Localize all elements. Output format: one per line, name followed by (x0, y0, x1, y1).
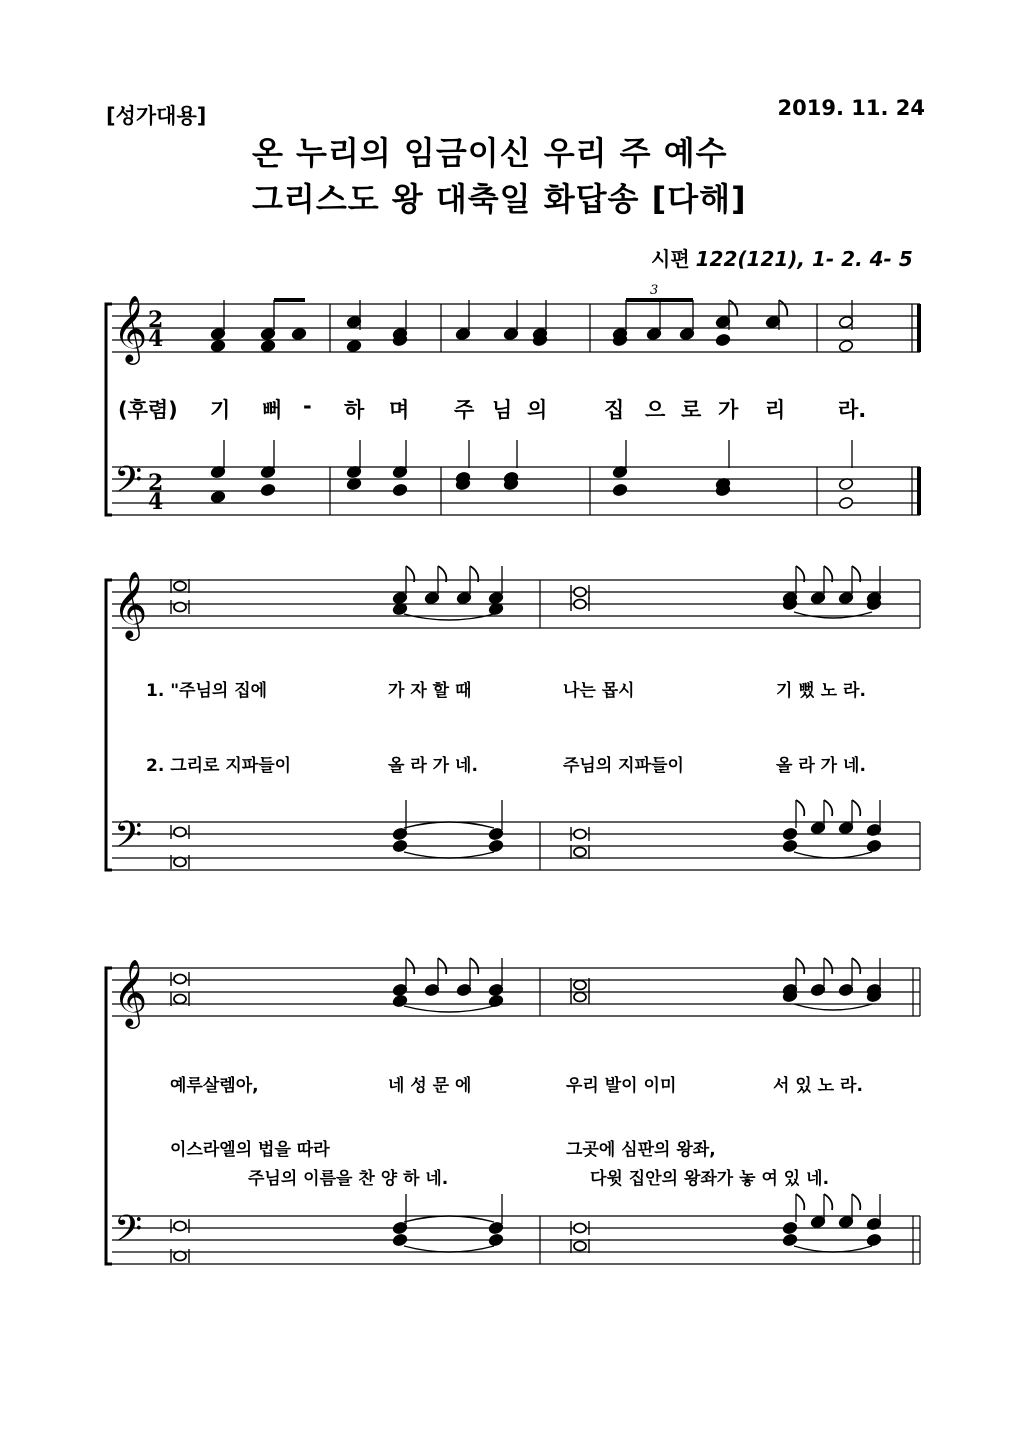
title-line-2: 그리스도 왕 대축일 화답송 [다해] (252, 180, 747, 218)
breve-note (574, 981, 586, 990)
treble-clef: 𝄞 (113, 294, 148, 362)
note-head (838, 496, 853, 509)
verse2-text-b-cont: 다윗 집안의 왕좌가 놓 여 있 네. (590, 1169, 830, 1189)
verse1-text: 기 뻤 노 라. (776, 681, 866, 701)
bass-clef: 𝄢 (114, 814, 143, 865)
note-flag (796, 800, 804, 816)
refrain-syllable: 하 (344, 398, 365, 422)
refrain-syllable: 로 (681, 398, 702, 422)
note-head (782, 1221, 797, 1234)
note-head (838, 339, 853, 352)
tie (404, 1246, 494, 1252)
breve-note (574, 1242, 586, 1251)
refrain-syllable: 으 (645, 398, 666, 422)
title-line-1: 온 누리의 임금이신 우리 주 예수 (252, 134, 728, 172)
time-signature-treble-top: 2 (148, 307, 164, 333)
note-head (260, 483, 275, 496)
refrain-syllable: 집 (604, 398, 625, 422)
note-flag (852, 958, 860, 974)
note-flag (796, 958, 804, 974)
note-flag (796, 1194, 804, 1210)
breve-note (174, 858, 186, 867)
choir-tag: [성가대용] (106, 104, 207, 128)
verse2-text: 올 라 가 네. (388, 756, 478, 776)
verse1-text-b: 네 성 문 에 (388, 1076, 472, 1096)
note-head (866, 839, 881, 852)
note-head (291, 327, 306, 340)
refrain-label: (후렴) (118, 398, 178, 422)
breve-note (174, 995, 186, 1004)
note-flag (729, 300, 737, 316)
note-head (260, 339, 275, 352)
note-flag (824, 958, 832, 974)
time-signature-bass-top: 2 (148, 470, 164, 496)
note-flag (470, 958, 478, 974)
system-bracket (106, 304, 112, 515)
verse2-text: 올 라 가 네. (776, 756, 866, 776)
breve-note (574, 830, 586, 839)
treble-clef: 𝄞 (113, 570, 148, 638)
note-flag (852, 800, 860, 816)
note-head (782, 827, 797, 840)
note-head (715, 333, 730, 346)
tie (794, 1004, 872, 1010)
verse1-text-b: 서 있 노 라. (773, 1076, 863, 1096)
tie (404, 614, 494, 620)
tie (404, 852, 494, 858)
tie (404, 822, 494, 828)
breve-note (574, 588, 586, 597)
tie (794, 612, 872, 618)
note-flag (779, 300, 787, 316)
refrain-syllable: - (303, 394, 312, 418)
verse1-text: 1. "주님의 집에 (146, 681, 268, 701)
bass-clef: 𝄢 (114, 1208, 143, 1259)
verse1-text-b: 우리 발이 이미 (566, 1076, 677, 1096)
note-head (210, 339, 225, 352)
breve-note (174, 603, 186, 612)
refrain-syllable: 뻐 (262, 398, 283, 422)
verse2-text: 주님의 지파들이 (563, 756, 684, 776)
verse2-text-b-cont: 주님의 이름을 찬 양 하 네. (248, 1169, 449, 1189)
note-head (782, 1233, 797, 1246)
note-flag (824, 800, 832, 816)
tie (404, 1006, 494, 1012)
note-head (866, 1233, 881, 1246)
triplet-mark: 3 (650, 283, 659, 298)
verse1-text-b: 예루살렘아, (170, 1076, 259, 1096)
breve-note (574, 1224, 586, 1233)
note-head (392, 1233, 407, 1246)
breve-note (574, 848, 586, 857)
refrain-syllable: 주 (454, 398, 475, 422)
breve-note (574, 993, 586, 1002)
verse2-text-b: 이스라엘의 법을 따라 (170, 1140, 330, 1160)
system-bracket (106, 580, 112, 870)
breve-note (574, 600, 586, 609)
verse1-text: 나는 몹시 (563, 681, 635, 701)
note-head (346, 339, 361, 352)
tie (404, 1216, 494, 1222)
bass-clef: 𝄢 (114, 459, 143, 510)
note-flag (852, 1194, 860, 1210)
note-head (210, 490, 225, 503)
refrain-syllable: 가 (718, 398, 739, 422)
note-head (488, 994, 503, 1007)
breve-note (174, 975, 186, 984)
time-signature-treble-bottom: 4 (148, 326, 164, 352)
breve-note (174, 1252, 186, 1261)
note-flag (406, 958, 414, 974)
psalm-label: 시편 (651, 247, 690, 271)
psalm-ref: 122(121), 1- 2. 4- 5 (695, 247, 913, 271)
refrain-syllable: 리 (765, 398, 786, 422)
refrain-syllable: 님 (492, 398, 513, 422)
breve-note (174, 582, 186, 591)
breve-note (174, 1222, 186, 1231)
date: 2019. 11. 24 (777, 96, 925, 120)
verse2-text-b: 그곳에 심판의 왕좌, (566, 1140, 716, 1160)
note-head (488, 1233, 503, 1246)
note-head (392, 483, 407, 496)
note-head (782, 839, 797, 852)
note-flag (438, 958, 446, 974)
tie (794, 1246, 872, 1252)
refrain-syllable: 며 (389, 398, 410, 422)
note-head (392, 839, 407, 852)
note-head (612, 483, 627, 496)
breve-note (174, 828, 186, 837)
refrain-syllable: 기 (210, 398, 231, 422)
time-signature-bass-bottom: 4 (148, 489, 164, 515)
refrain-syllable: 라. (838, 398, 867, 422)
verse1-text: 가 자 할 때 (388, 681, 472, 701)
verse2-text: 2. 그리로 지파들이 (146, 756, 292, 776)
note-head (488, 839, 503, 852)
note-flag (824, 1194, 832, 1210)
refrain-syllable: 의 (527, 398, 548, 422)
treble-clef: 𝄞 (113, 958, 148, 1026)
system-bracket (106, 968, 112, 1264)
tie (794, 852, 872, 858)
